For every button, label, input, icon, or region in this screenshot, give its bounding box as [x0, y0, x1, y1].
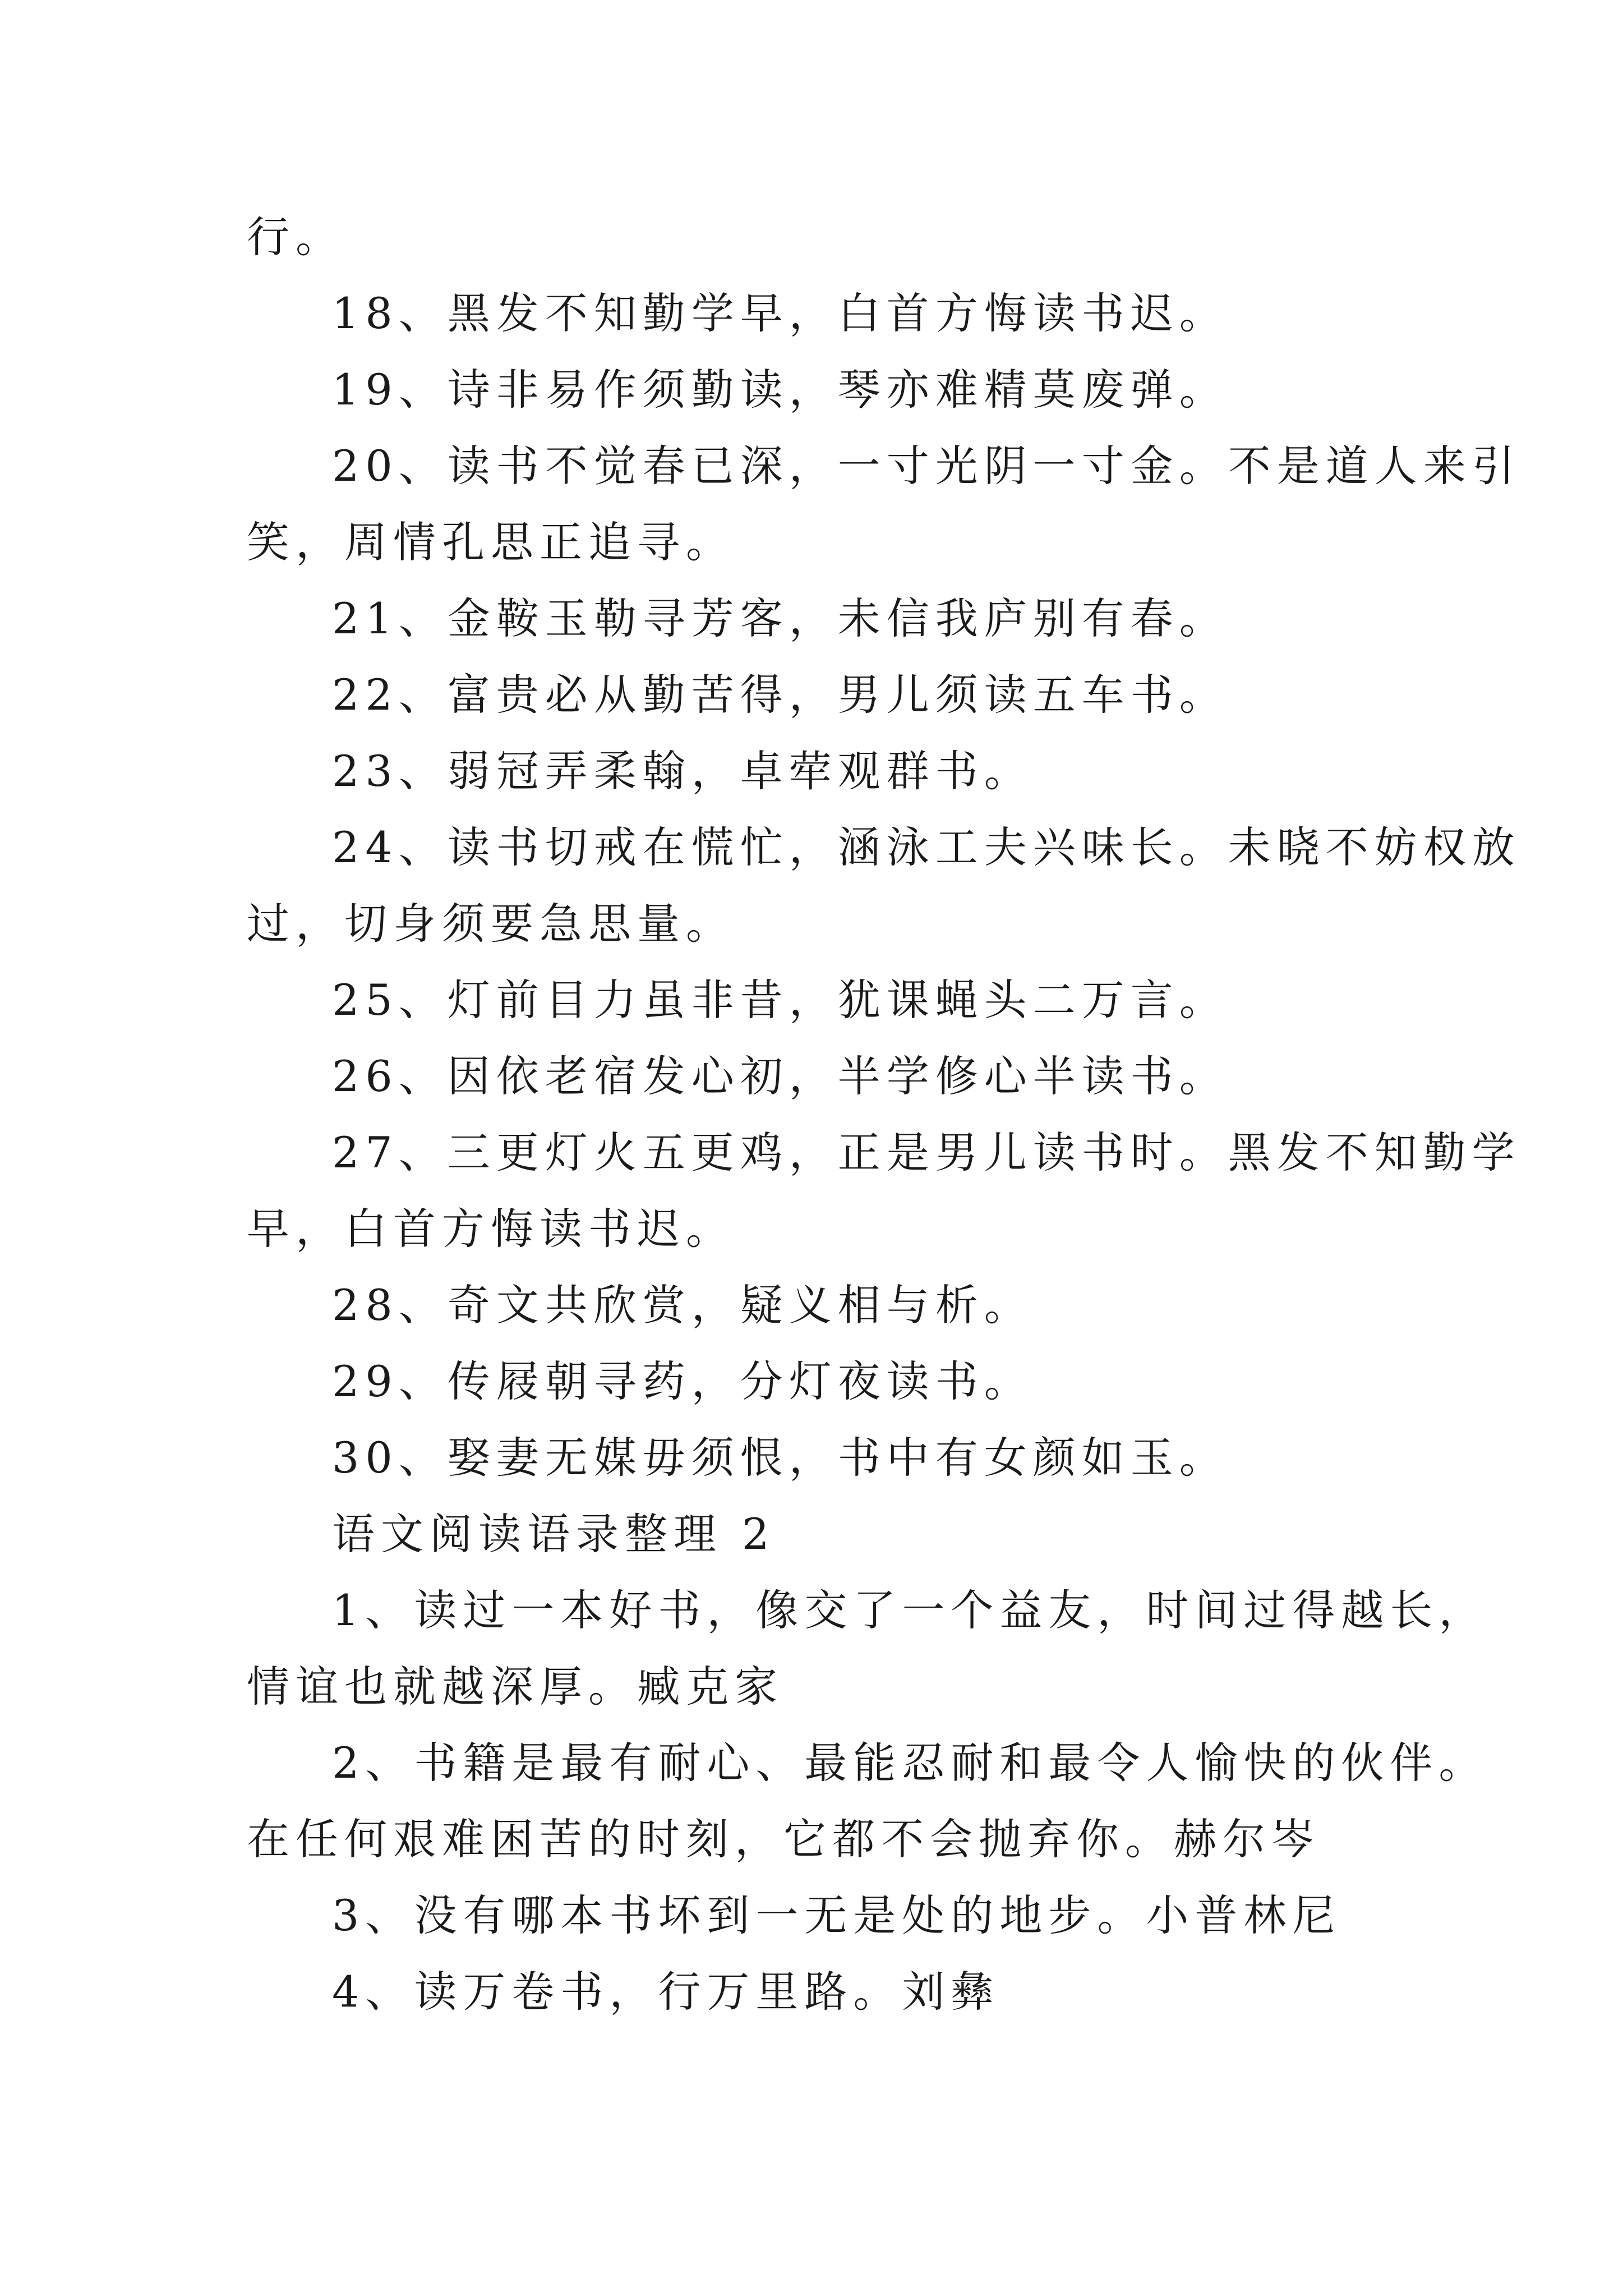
- document-page: [247, 199, 1521, 2030]
- text-line: 20、读书不觉春已深，一寸光阴一寸金。不是道人来引: [332, 441, 1521, 491]
- text-line: 行。: [247, 212, 344, 262]
- text-line: 19、诗非易作须勤读，琴亦难精莫废弹。: [332, 365, 1228, 415]
- text-line: 23、弱冠弄柔翰，卓荦观群书。: [332, 746, 1033, 796]
- text-line: 27、三更灯火五更鸡，正是男儿读书时。黑发不知勤学: [332, 1128, 1521, 1177]
- text-line: 18、黑发不知勤学早，白首方悔读书迟。: [332, 288, 1228, 338]
- text-line: 情谊也就越深厚。臧克家: [247, 1662, 783, 1711]
- text-line: 2、书籍是最有耐心、最能忍耐和最令人愉快的伙伴。: [332, 1738, 1488, 1788]
- text-line: 29、传屐朝寻药，分灯夜读书。: [332, 1356, 1033, 1406]
- text-line: 1、读过一本好书，像交了一个益友，时间过得越长，: [332, 1585, 1488, 1635]
- text-line: 25、灯前目力虽非昔，犹课蝇头二万言。: [332, 975, 1228, 1025]
- text-line: 笑，周情孔思正追寻。: [247, 517, 735, 567]
- text-line: 过，切身须要急思量。: [247, 899, 735, 949]
- text-line: 30、娶妻无媒毋须恨，书中有女颜如玉。: [332, 1433, 1228, 1483]
- section-heading: 语文阅读语录整理 2: [332, 1509, 776, 1559]
- text-line: 24、读书切戒在慌忙，涵泳工夫兴味长。未晓不妨权放: [332, 822, 1521, 872]
- text-line: 3、没有哪本书坏到一无是处的地步。小普林尼: [332, 1890, 1341, 1940]
- text-line: 4、读万卷书，行万里路。刘彝: [332, 1967, 1000, 2017]
- text-line: 22、富贵必从勤苦得，男儿须读五车书。: [332, 670, 1228, 720]
- text-line: 在任何艰难困苦的时刻，它都不会抛弃你。赫尔岑: [247, 1814, 1320, 1864]
- text-line: 28、奇文共欣赏，疑义相与析。: [332, 1280, 1033, 1330]
- text-line: 21、金鞍玉勒寻芳客，未信我庐别有春。: [332, 593, 1228, 643]
- text-line: 26、因依老宿发心初，半学修心半读书。: [332, 1051, 1228, 1101]
- text-line: 早，白首方悔读书迟。: [247, 1204, 735, 1254]
